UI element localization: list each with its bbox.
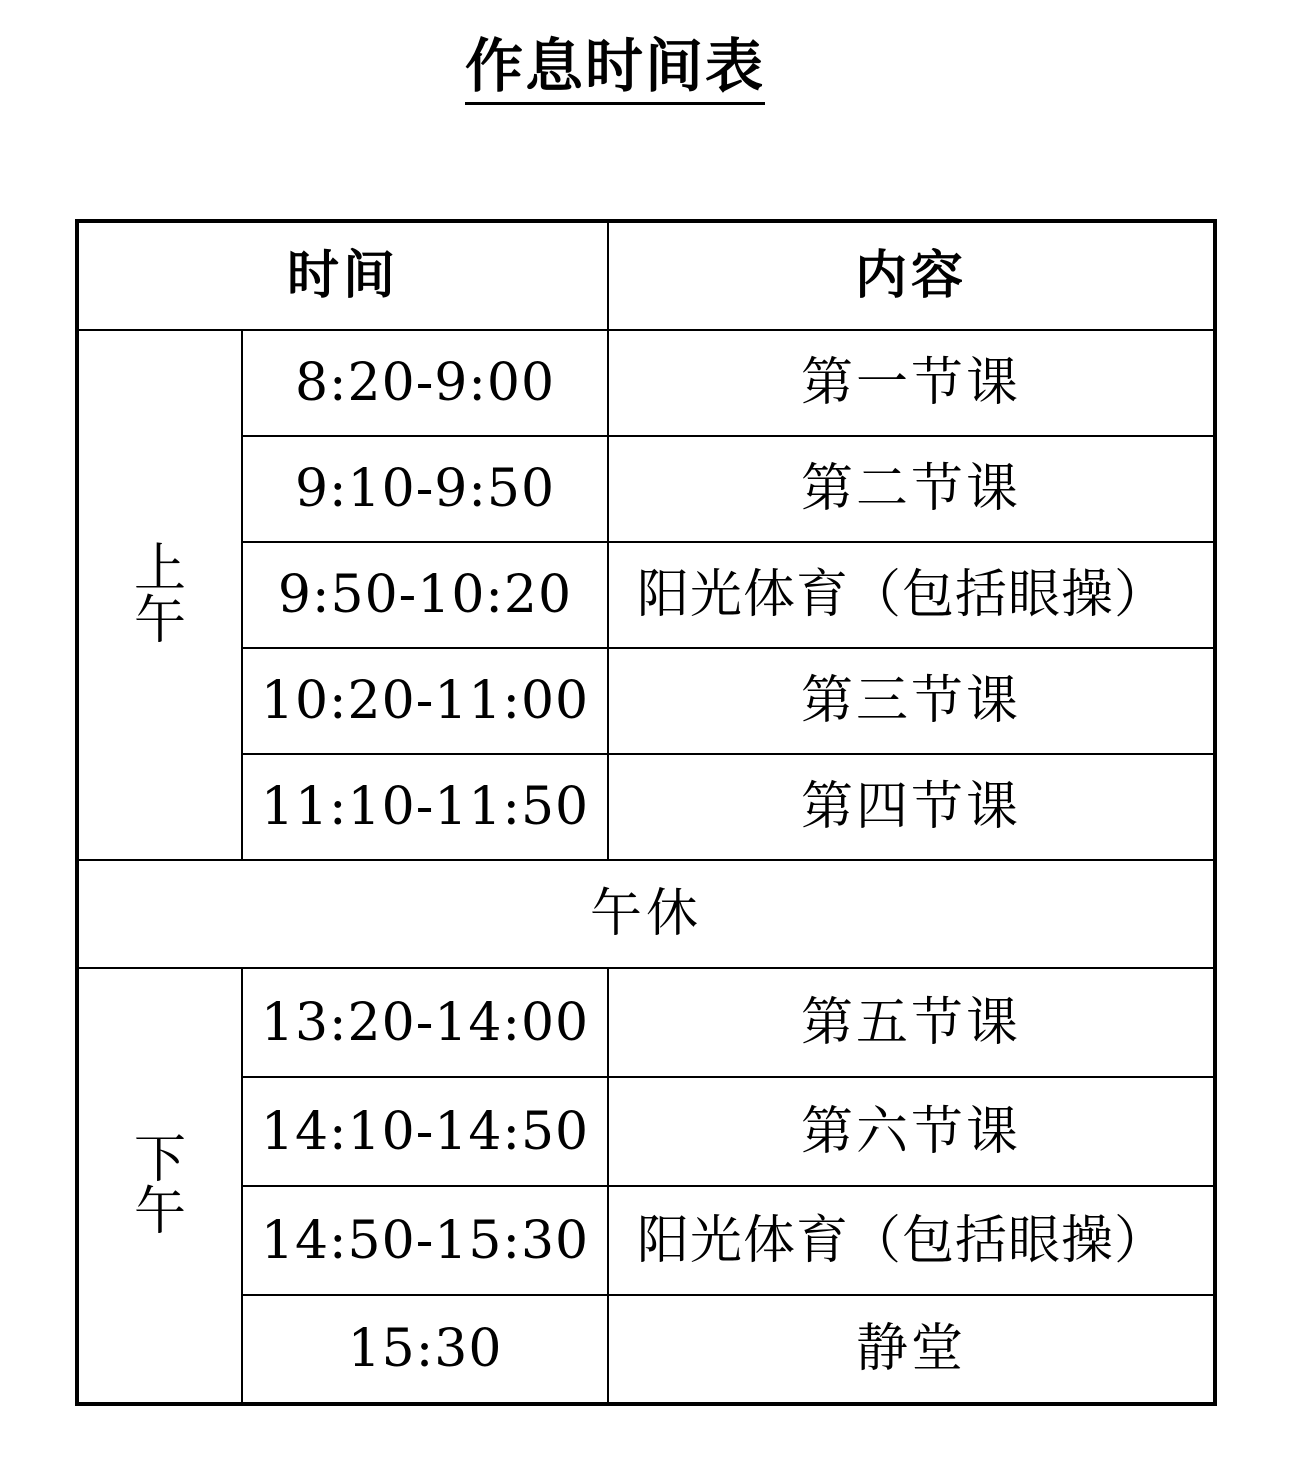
break-row [77,860,1215,968]
content-cell: 第四节课 [608,754,1215,860]
header-content: 内容 [608,221,1215,330]
content-cell: 阳光体育（包括眼操） [608,1186,1215,1295]
time-cell: 10:20-11:00 [242,648,608,754]
content-cell: 第五节课 [608,968,1215,1077]
morning-label-top: 上 [133,539,186,599]
content-cell: 第一节课 [608,330,1215,436]
table-row [77,436,1215,542]
content-cell: 第三节课 [608,648,1215,754]
afternoon-label-top: 下 [133,1129,186,1190]
content-cell: 阳光体育（包括眼操） [608,542,1215,648]
table-header-row [77,221,1215,330]
time-cell: 9:10-9:50 [242,436,608,542]
table-row [77,1077,1215,1186]
table-row [77,1295,1215,1404]
content-cell: 第二节课 [608,436,1215,542]
morning-label-bottom: 午 [133,591,186,651]
morning-label [77,330,242,860]
table-row [77,330,1215,436]
table-row [77,754,1215,860]
time-cell: 15:30 [242,1295,608,1404]
time-cell: 9:50-10:20 [242,542,608,648]
time-cell: 14:10-14:50 [242,1077,608,1186]
content-cell: 静堂 [608,1295,1215,1404]
time-cell: 14:50-15:30 [242,1186,608,1295]
page-title [0,26,1230,106]
table-row [77,1186,1215,1295]
table-row [77,968,1215,1077]
time-cell: 8:20-9:00 [242,330,608,436]
content-cell: 第六节课 [608,1077,1215,1186]
header-time: 时间 [77,221,608,330]
page-title-text: 作息时间表 [465,32,765,105]
schedule-table [75,219,1217,1406]
table-row [77,648,1215,754]
table-row [77,542,1215,648]
time-cell: 13:20-14:00 [242,968,608,1077]
lunch-break: 午休 [77,860,1215,968]
afternoon-label [77,968,242,1404]
time-cell: 11:10-11:50 [242,754,608,860]
afternoon-label-bottom: 午 [133,1181,186,1242]
